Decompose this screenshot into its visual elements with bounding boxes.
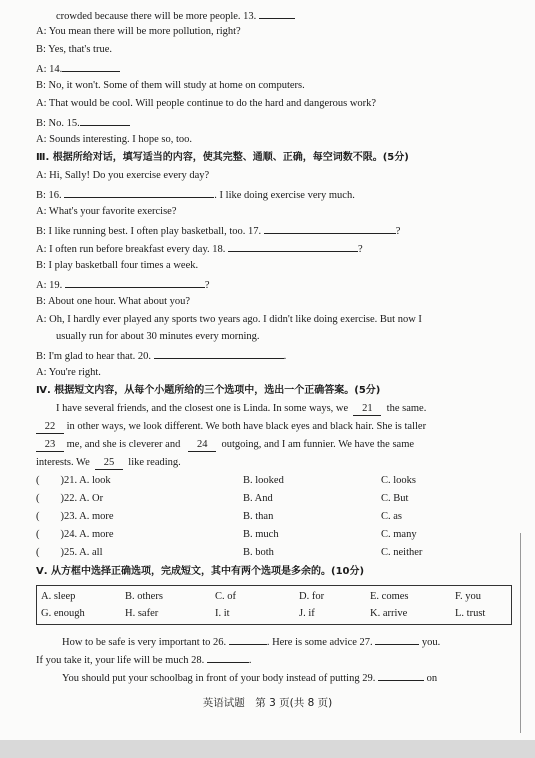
text-line: A: That would be cool. Will people continue to do the hard and dangerous work? [36, 98, 377, 109]
dialog-line: A: Oh, I hardly ever played any sports two years ago. I didn't like doing exercise. But now I [36, 314, 422, 325]
dialog-line: usually run for about 30 minutes every morning. [56, 331, 260, 342]
section-5-heading: Ⅴ. 从方框中选择正确选项，完成短文，其中有两个选项是多余的。(10分) [36, 566, 365, 577]
option-question: ( )25. A. all [36, 547, 103, 558]
dialog-line: B: I'm glad to hear that. 20. . [36, 348, 286, 363]
word-choice: K. arrive [370, 608, 408, 619]
option-c: C. neither [381, 547, 423, 558]
passage-line: 22 in other ways, we look different. We both have black eyes and black hair. She is taller [36, 420, 426, 434]
option-c: C. looks [381, 475, 417, 486]
dialog-line: B: 16. . I like doing exercise very much. [36, 187, 355, 202]
option-c: C. But [381, 493, 409, 504]
passage-line: I have several friends, and the closest one is Linda. In some ways, we 21 the same. [56, 403, 427, 414]
option-question: ( )24. A. more [36, 529, 114, 540]
page-footer: 英语试题 第 3 页(共 8 页) [202, 697, 333, 709]
passage-line: How to be safe is very important to 26. . Here is some advice 27. you. [62, 634, 440, 649]
passage-line: 23 me, and she is cleverer and 24 outgoing, and I am funnier. We have the same [36, 438, 414, 452]
section-3-heading: Ⅲ. 根据所给对话，填写适当的内容，使其完整、通顺、正确，每空词数不限。(5分) [36, 152, 409, 163]
dialog-line: A: Hi, Sally! Do you exercise every day? [36, 170, 210, 181]
word-choice: G. enough [41, 608, 85, 619]
page-edge-line [520, 533, 521, 733]
word-choice: J. if [299, 608, 315, 619]
option-c: C. as [381, 511, 402, 522]
dialog-line: B: I play basketball four times a week. [36, 260, 199, 271]
viewer-bottom-band [0, 740, 535, 758]
word-choice: L. trust [455, 608, 486, 619]
dialog-line: B: I like running best. I often play basketball, too. 17. ? [36, 223, 400, 238]
text-line: B: Yes, that's true. [36, 44, 112, 55]
option-question: ( )23. A. more [36, 511, 114, 522]
passage-line: If you take it, your life will be much 28. . [36, 652, 252, 667]
text-line: B: No. 15. [36, 115, 130, 130]
text-line: A: Sounds interesting. I hope so, too. [36, 134, 193, 145]
option-b: B. much [243, 529, 279, 540]
text-line: A: You mean there will be more pollution, right? [36, 26, 241, 37]
option-b: B. than [243, 511, 274, 522]
dialog-line: B: About one hour. What about you? [36, 296, 191, 307]
word-choice: H. safer [125, 608, 159, 619]
word-choice: F. you [455, 591, 481, 602]
option-question: ( )21. A. look [36, 475, 111, 486]
dialog-line: A: What's your favorite exercise? [36, 206, 177, 217]
word-choice: E. comes [370, 591, 409, 602]
dialog-line: A: You're right. [36, 367, 101, 378]
word-choice: I. it [215, 608, 230, 619]
word-choice: D. for [299, 591, 325, 602]
text-line: A: 14. [36, 61, 120, 76]
passage-line: interests. We 25 like reading. [36, 457, 181, 468]
dialog-line: A: 19. ? [36, 277, 210, 292]
option-b: B. both [243, 547, 274, 558]
text-line: B: No, it won't. Some of them will study at home on computers. [36, 80, 305, 91]
section-4-heading: Ⅳ. 根据短文内容，从每个小题所给的三个选项中，选出一个正确答案。(5分) [36, 385, 381, 396]
word-choice: B. others [125, 591, 163, 602]
word-choice: C. of [215, 591, 236, 602]
passage-line: You should put your schoolbag in front of your body instead of putting 29. on [62, 670, 437, 685]
word-box [36, 585, 512, 625]
option-question: ( )22. A. Or [36, 493, 104, 504]
option-c: C. many [381, 529, 417, 540]
option-b: B. And [243, 493, 273, 504]
option-b: B. looked [243, 475, 284, 486]
dialog-line: A: I often run before breakfast every day. 18. ? [36, 241, 363, 256]
word-choice: A. sleep [41, 591, 76, 602]
text-line: crowded because there will be more people. 13. [56, 8, 295, 23]
